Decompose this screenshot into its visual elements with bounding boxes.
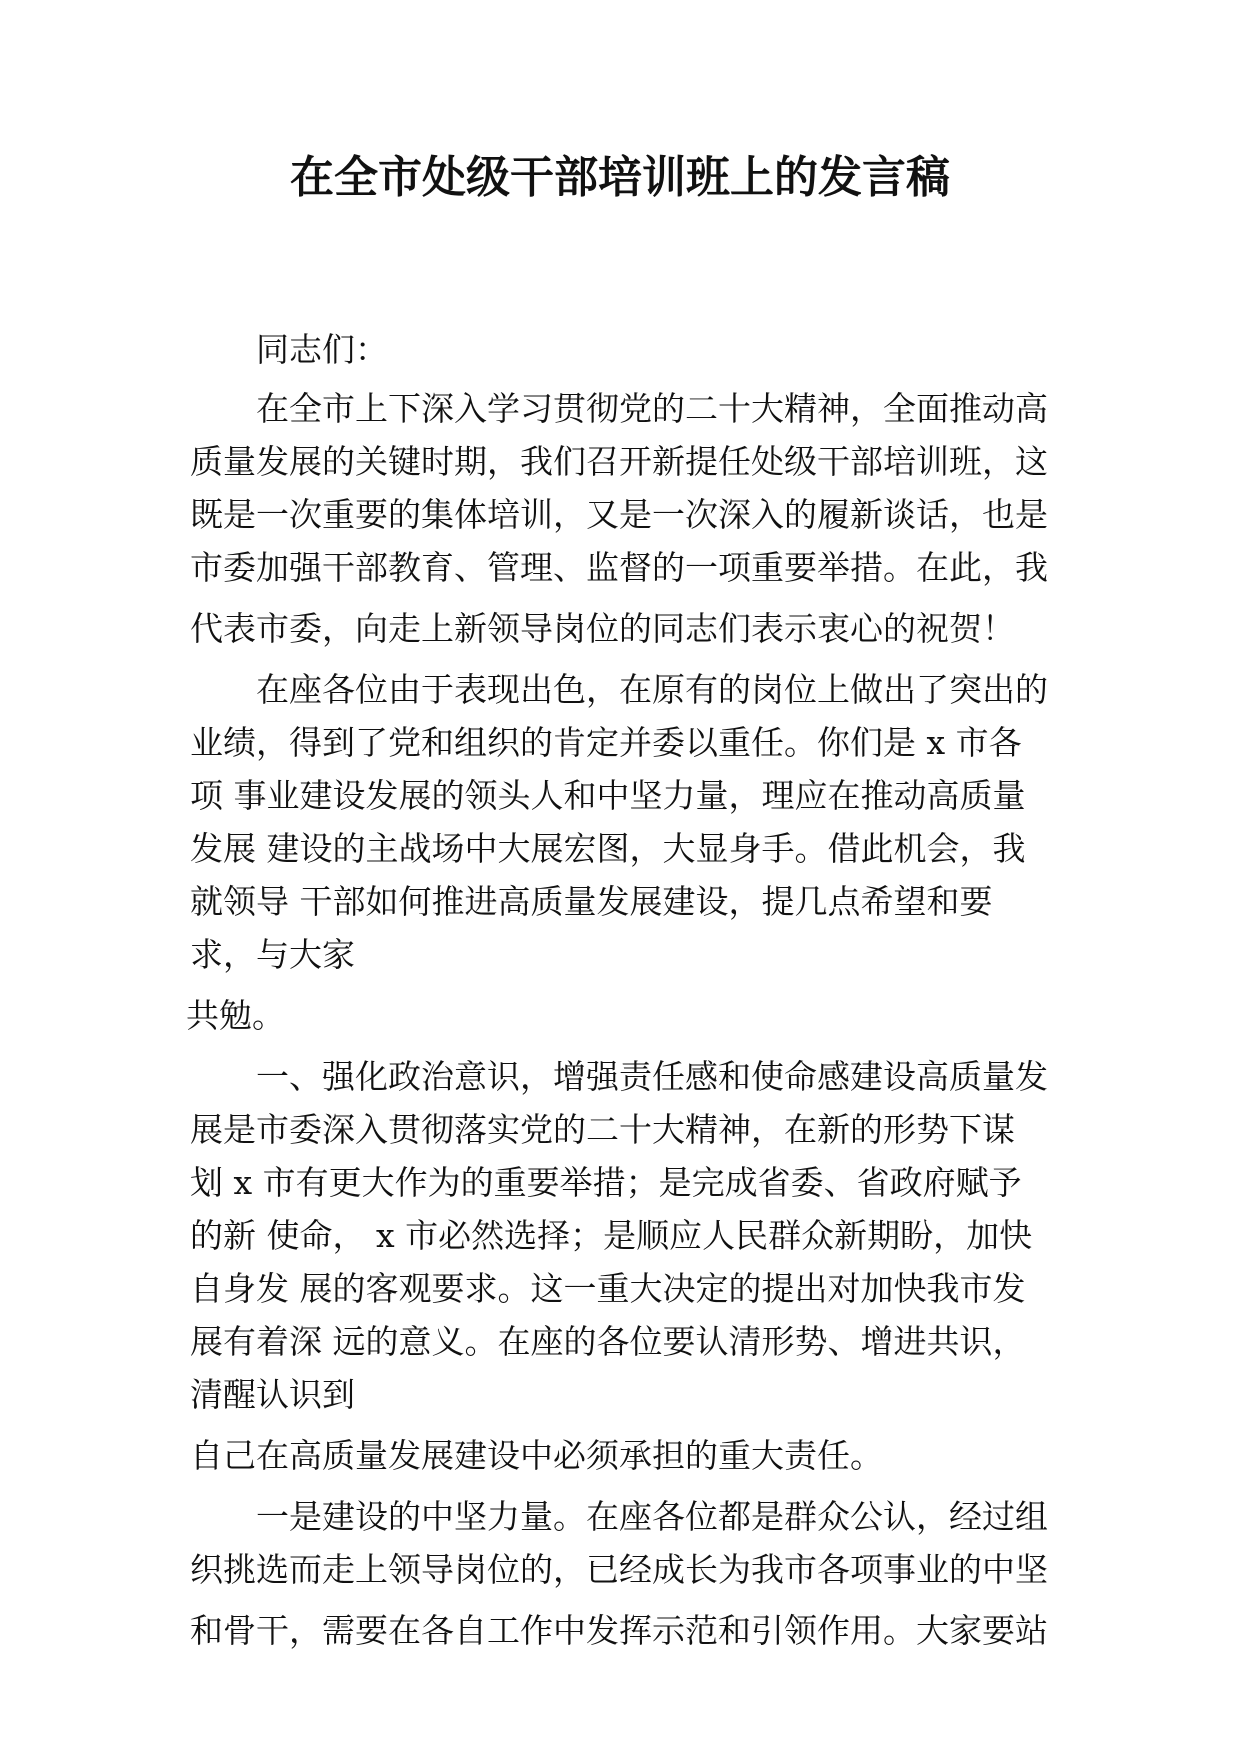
body-line: 发展 建设的主战场中大展宏图，大显身手。借此机会，我 xyxy=(190,829,1026,868)
body-line: 的新 使命， x 市必然选择；是顺应人民群众新期盼，加快 xyxy=(190,1216,1033,1255)
document-title: 在全市处级干部培训班上的发言稿 xyxy=(290,152,950,203)
body-line: 市委加强干部教育、管理、监督的一项重要举措。在此，我 xyxy=(190,548,1048,587)
body-line: 求，与大家 xyxy=(190,935,355,974)
body-line: 和骨干，需要在各自工作中发挥示范和引领作用。大家要站 xyxy=(190,1611,1048,1650)
body-line: 自己在高质量发展建设中必须承担的重大责任。 xyxy=(190,1436,883,1475)
body-line: 在座各位由于表现出色，在原有的岗位上做出了突出的 xyxy=(256,670,1048,709)
body-line: 展是市委深入贯彻落实党的二十大精神，在新的形势下谋 xyxy=(190,1110,1015,1149)
salutation-line: 同志们： xyxy=(256,330,388,369)
body-line: 划 x 市有更大作为的重要举措；是完成省委、省政府赋予 xyxy=(190,1163,1022,1202)
body-line: 质量发展的关键时期，我们召开新提任处级干部培训班，这 xyxy=(190,442,1048,481)
body-line: 在全市上下深入学习贯彻党的二十大精神，全面推动高 xyxy=(256,389,1048,428)
body-line: 清醒认识到 xyxy=(190,1375,355,1414)
body-line: 共勉。 xyxy=(186,996,285,1035)
body-line: 一是建设的中坚力量。在座各位都是群众公认，经过组 xyxy=(256,1497,1048,1536)
body-line: 展有着深 远的意义。在座的各位要认清形势、增进共识， xyxy=(190,1322,1026,1361)
body-line: 项 事业建设发展的领头人和中坚力量，理应在推动高质量 xyxy=(190,776,1026,815)
body-line: 织挑选而走上领导岗位的，已经成长为我市各项事业的中坚 xyxy=(190,1550,1048,1589)
section-heading-line: 一、强化政治意识，增强责任感和使命感建设高质量发 xyxy=(256,1057,1048,1096)
body-line: 业绩，得到了党和组织的肯定并委以重任。你们是 x 市各 xyxy=(190,723,1022,762)
body-line: 就领导 干部如何推进高质量发展建设，提几点希望和要 xyxy=(190,882,993,921)
body-line: 既是一次重要的集体培训，又是一次深入的履新谈话，也是 xyxy=(190,495,1048,534)
body-line: 代表市委，向走上新领导岗位的同志们表示衷心的祝贺！ xyxy=(190,609,1015,648)
body-line: 自身发 展的客观要求。这一重大决定的提出对加快我市发 xyxy=(190,1269,1026,1308)
